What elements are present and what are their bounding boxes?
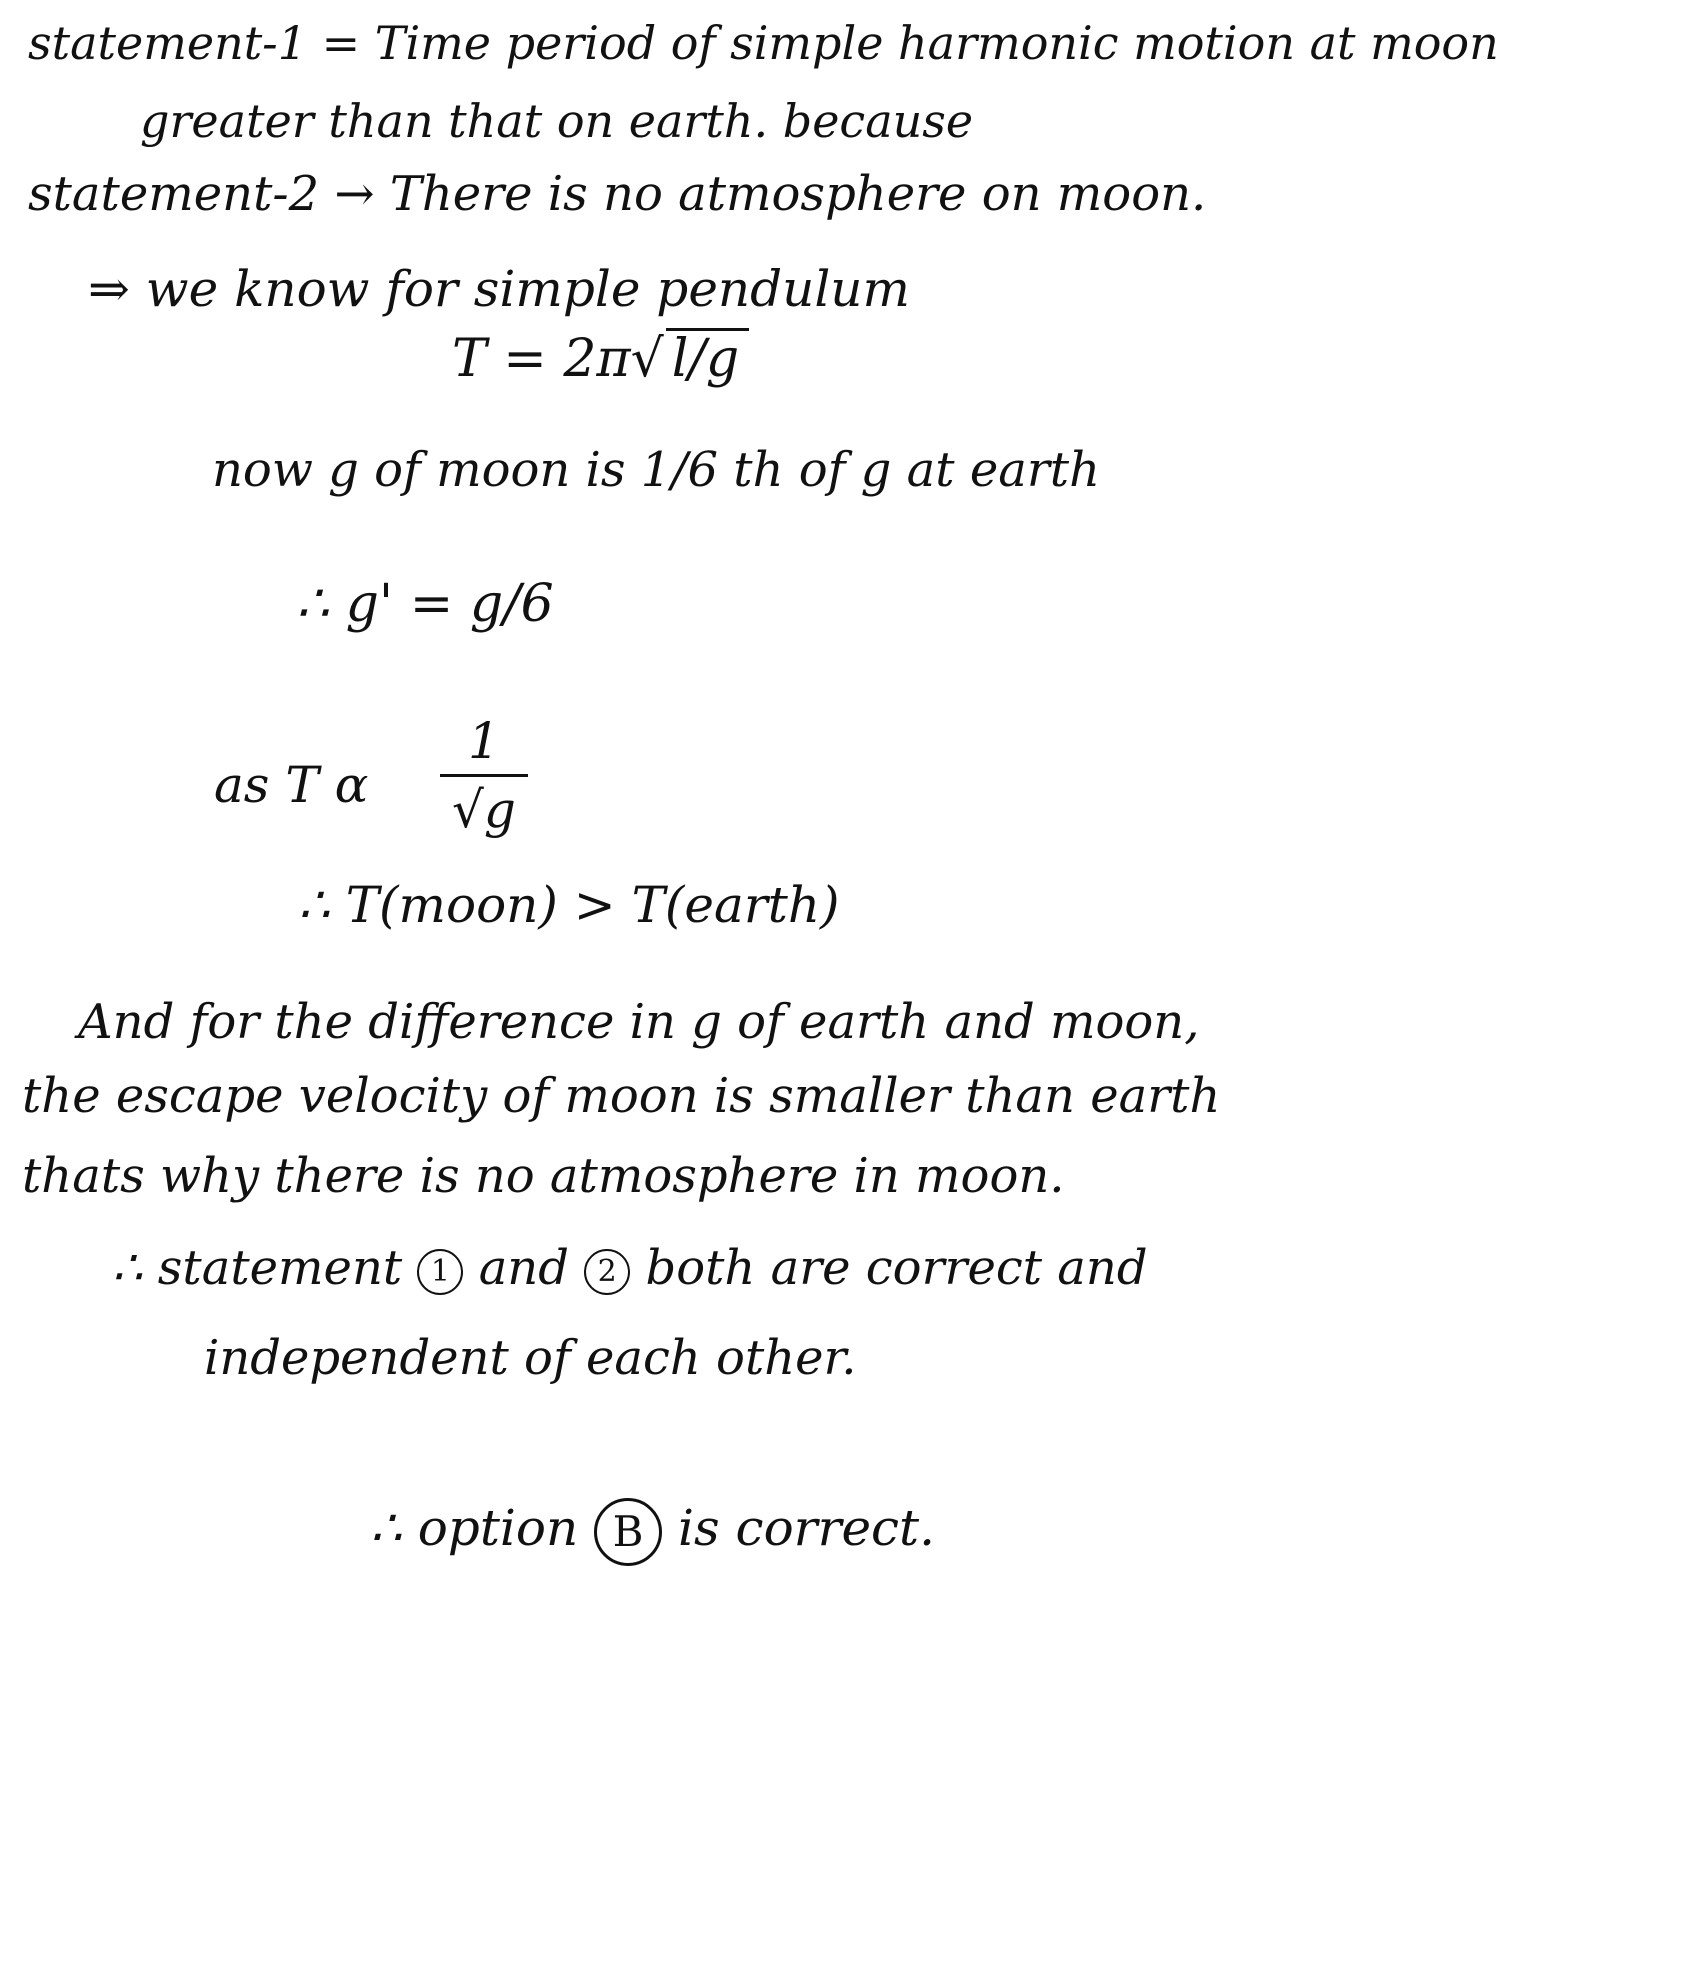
option-word: ∴ option bbox=[370, 1499, 579, 1557]
t-moon-greater-line: ∴ T(moon) > T(earth) bbox=[298, 876, 840, 934]
circled-b: B bbox=[594, 1498, 662, 1566]
both-correct-line bbox=[112, 1242, 1148, 1295]
option-line bbox=[370, 1498, 935, 1566]
inverse-sqrt-g-fraction bbox=[440, 712, 528, 839]
both-correct-text: both are correct and bbox=[645, 1240, 1148, 1296]
statement-1-line-1: statement-1 = Time period of simple harmonic motion at moon bbox=[28, 16, 1499, 70]
statement-1-line-2: greater than that on earth. because bbox=[140, 94, 974, 148]
g-prime-line: ∴ g' = g/6 bbox=[296, 574, 554, 634]
circled-one: 1 bbox=[417, 1249, 463, 1295]
now-g-line: now g of moon is 1/6 th of g at earth bbox=[212, 442, 1100, 498]
is-correct-text: is correct. bbox=[678, 1499, 936, 1557]
statement-word: ∴ statement bbox=[112, 1240, 403, 1296]
fraction-numerator: 1 bbox=[440, 712, 528, 777]
as-t-proportional: as T α bbox=[214, 756, 369, 814]
circled-two: 2 bbox=[584, 1249, 630, 1295]
escape-velocity-line: the escape velocity of moon is smaller than earth bbox=[22, 1068, 1221, 1124]
we-know-line: ⇒ we know for simple pendulum bbox=[88, 260, 910, 318]
formula-root: l/g bbox=[666, 328, 749, 388]
formula-lhs: T = 2π bbox=[452, 329, 631, 389]
and-word: and bbox=[478, 1240, 569, 1296]
and-for-difference-line: And for the difference in g of earth and moon, bbox=[78, 994, 1200, 1050]
thats-why-line: thats why there is no atmosphere in moon. bbox=[22, 1148, 1065, 1204]
independent-line: independent of each other. bbox=[204, 1330, 857, 1386]
statement-2-line: statement-2 → There is no atmosphere on moon. bbox=[28, 166, 1207, 222]
fraction-denominator: √g bbox=[452, 781, 516, 839]
pendulum-formula: T = 2π√ l/g bbox=[452, 328, 749, 388]
